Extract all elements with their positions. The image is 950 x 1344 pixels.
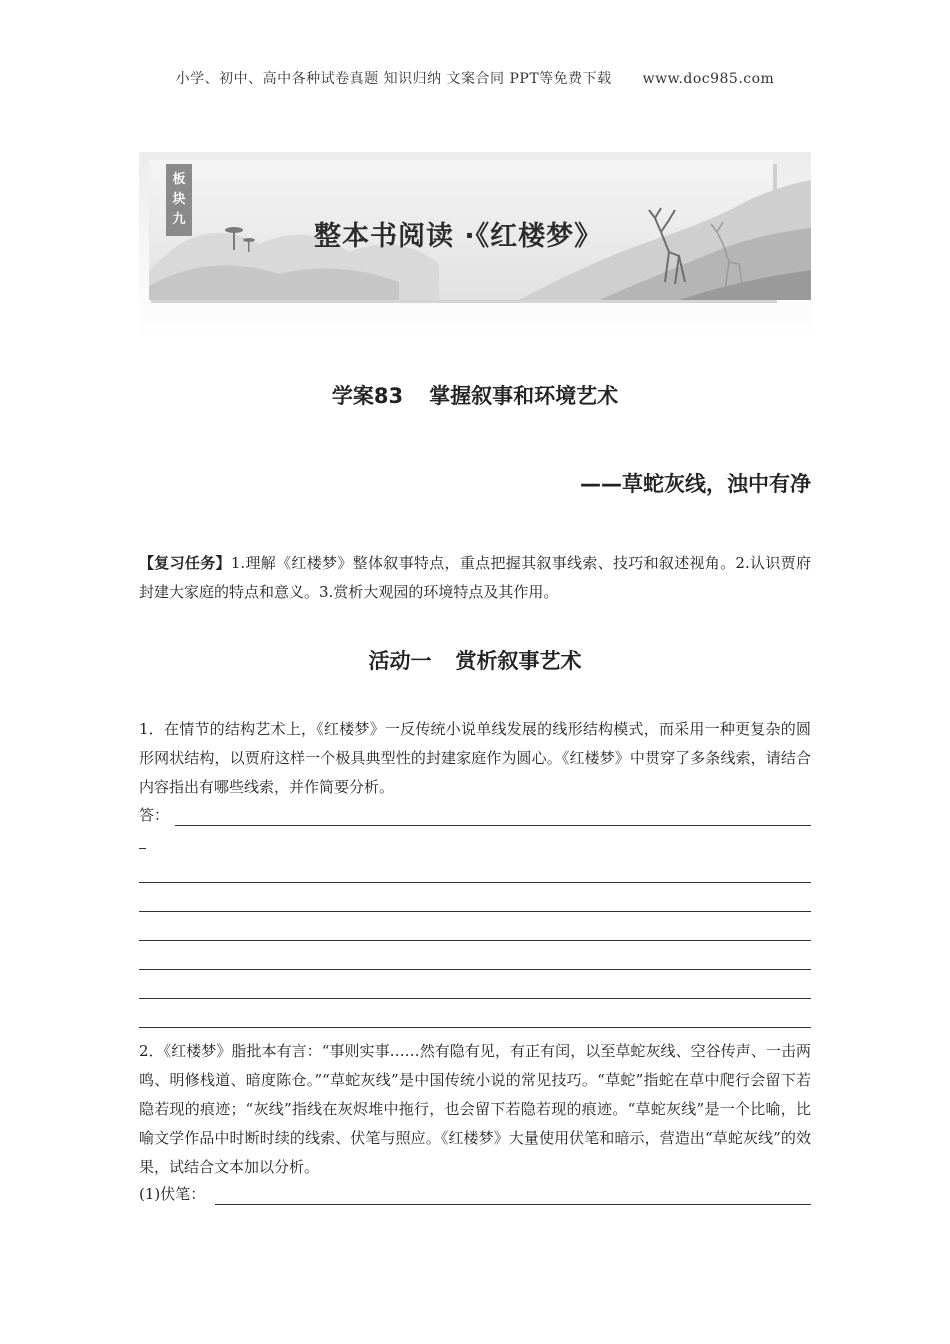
answer-row-2: [139, 1183, 811, 1205]
lesson-subtitle: ——草蛇灰线，浊中有净: [580, 472, 811, 496]
section-banner: [139, 152, 811, 340]
banner-tab-char: 板: [172, 172, 186, 187]
answer-label: 答：: [139, 806, 170, 824]
answer-line[interactable]: [139, 882, 811, 883]
question-2: 2．《红楼梦》脂批本有言：“事则实事……然有隐有见，有正有闰，以至草蛇灰线、空谷传声、一击两鸣、明修栈道、暗度陈仓。”“草蛇灰线”是中国传统小说的常见技巧。“草蛇”指蛇在草中爬行会留下若隐若现的痕迹；“灰线”指线在灰烬堆中拖行，也会留下若隐若现的痕迹。“草蛇灰线”是一个比喻，比喻文学作品中时断时续的线索、伏笔与照应。《红楼梦》大量使用伏笔和暗示，营造出“草蛇灰线”的效果，试结合文本加以分析。: [139, 1042, 811, 1176]
answer-line[interactable]: [139, 998, 811, 999]
review-task-text: 1.理解《红楼梦》整体叙事特点，重点把握其叙事线索、技巧和叙述视角。2.认识贾府封建大家庭的特点和意义。3.赏析大观园的环境特点及其作用。: [139, 554, 811, 601]
page-header: [0, 68, 950, 88]
activity-name: 活动一: [368, 649, 432, 673]
review-task: [139, 549, 811, 607]
banner-title: 整本书阅读 ·《红楼梦》: [314, 221, 603, 252]
review-task-tag: 【复习任务】: [139, 554, 231, 572]
answer-line[interactable]: [139, 1027, 811, 1028]
answer-line[interactable]: [175, 825, 811, 826]
activity-title: 赏析叙事艺术: [455, 649, 582, 673]
header-url[interactable]: www.doc985.com: [642, 71, 775, 87]
banner-section-tab: [166, 164, 192, 236]
activity-heading: [0, 645, 950, 675]
answer-line[interactable]: [139, 969, 811, 970]
sub-question-label: (1)伏笔：: [139, 1185, 206, 1203]
lesson-name: 掌握叙事和环境艺术: [429, 384, 619, 408]
answer-line[interactable]: [139, 911, 811, 912]
question-1: 1．在情节的结构艺术上，《红楼梦》一反传统小说单线发展的线形结构模式，而采用一种更复杂的圆形网状结构，以贾府这样一个极具典型性的封建家庭作为圆心。《红楼梦》中贯穿了多条线索，请结合内容指出有哪些线索，并作简要分析。: [139, 720, 811, 796]
lesson-title: [0, 380, 950, 410]
banner-tab-char: 块: [172, 192, 186, 207]
answer-line[interactable]: [215, 1204, 811, 1205]
header-text: 小学、初中、高中各种试卷真题 知识归纳 文案合同 PPT等免费下载: [175, 71, 612, 87]
lesson-number: 学案83: [331, 384, 404, 408]
answer-row-1: [139, 804, 811, 826]
answer-dash: [139, 848, 146, 849]
banner-tab-char: 九: [172, 212, 186, 227]
answer-line[interactable]: [139, 940, 811, 941]
